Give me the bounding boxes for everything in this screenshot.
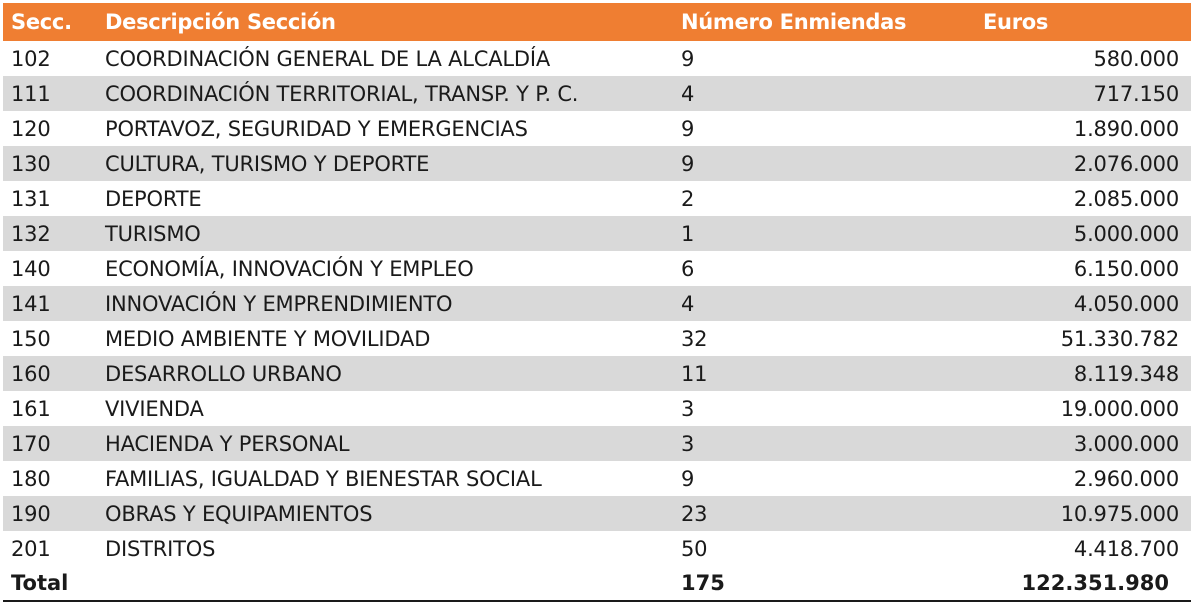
cell-euros: 717.150 [1093, 81, 1179, 106]
table-row [3, 41, 1191, 76]
cell-secc: 190 [11, 501, 51, 526]
cell-descripcion: PORTAVOZ, SEGURIDAD Y EMERGENCIAS [105, 116, 528, 141]
cell-secc: 102 [11, 46, 51, 71]
header-euros: Euros [983, 10, 1049, 34]
table-row [3, 356, 1191, 391]
cell-euros: 580.000 [1093, 46, 1179, 71]
table-header [3, 3, 1191, 41]
cell-numero: 11 [681, 361, 708, 386]
amendments-table [3, 3, 1191, 602]
cell-numero: 6 [681, 256, 695, 281]
total-numero: 175 [681, 571, 725, 595]
cell-secc: 120 [11, 116, 51, 141]
cell-euros: 4.418.700 [1073, 536, 1179, 561]
table-body [3, 41, 1191, 566]
table-row [3, 251, 1191, 286]
cell-descripcion: FAMILIAS, IGUALDAD Y BIENESTAR SOCIAL [105, 466, 542, 491]
cell-descripcion: OBRAS Y EQUIPAMIENTOS [105, 501, 373, 526]
cell-euros: 3.000.000 [1073, 431, 1179, 456]
cell-descripcion: VIVIENDA [105, 396, 204, 421]
cell-euros: 2.076.000 [1073, 151, 1179, 176]
table-row [3, 426, 1191, 461]
cell-euros: 4.050.000 [1073, 291, 1179, 316]
table-row [3, 76, 1191, 111]
header-numero: Número Enmiendas [681, 10, 907, 34]
header-descripcion: Descripción Sección [105, 10, 336, 34]
cell-descripcion: DESARROLLO URBANO [105, 361, 342, 386]
cell-secc: 131 [11, 186, 51, 211]
cell-secc: 201 [11, 536, 51, 561]
cell-secc: 161 [11, 396, 51, 421]
cell-numero: 2 [681, 186, 695, 211]
cell-numero: 1 [681, 221, 695, 246]
cell-euros: 1.890.000 [1073, 116, 1179, 141]
cell-descripcion: COORDINACIÓN TERRITORIAL, TRANSP. Y P. C. [105, 81, 579, 106]
cell-descripcion: ECONOMÍA, INNOVACIÓN Y EMPLEO [105, 256, 474, 281]
cell-numero: 9 [681, 466, 695, 491]
cell-numero: 32 [681, 326, 708, 351]
cell-descripcion: DEPORTE [105, 186, 202, 211]
table-row [3, 146, 1191, 181]
cell-secc: 140 [11, 256, 51, 281]
cell-numero: 4 [681, 291, 695, 316]
cell-secc: 150 [11, 326, 51, 351]
total-euros: 122.351.980 [1021, 571, 1169, 595]
header-row [3, 3, 1191, 41]
table-row [3, 286, 1191, 321]
table-row [3, 391, 1191, 426]
cell-descripcion: COORDINACIÓN GENERAL DE LA ALCALDÍA [105, 46, 551, 71]
total-empty [97, 566, 673, 601]
cell-numero: 23 [681, 501, 708, 526]
cell-numero: 3 [681, 431, 695, 456]
cell-euros: 51.330.782 [1060, 326, 1179, 351]
table-row [3, 216, 1191, 251]
cell-descripcion: CULTURA, TURISMO Y DEPORTE [105, 151, 430, 176]
cell-secc: 170 [11, 431, 51, 456]
cell-descripcion: INNOVACIÓN Y EMPRENDIMIENTO [105, 291, 453, 316]
cell-euros: 19.000.000 [1060, 396, 1179, 421]
table-row [3, 181, 1191, 216]
cell-descripcion: HACIENDA Y PERSONAL [105, 431, 350, 456]
cell-euros: 5.000.000 [1073, 221, 1179, 246]
cell-secc: 160 [11, 361, 51, 386]
table-row [3, 531, 1191, 566]
cell-descripcion: DISTRITOS [105, 536, 216, 561]
cell-numero: 3 [681, 396, 695, 421]
cell-secc: 141 [11, 291, 51, 316]
table-row [3, 111, 1191, 146]
cell-numero: 50 [681, 536, 708, 561]
table-row [3, 461, 1191, 496]
cell-euros: 2.960.000 [1073, 466, 1179, 491]
total-row [3, 566, 1191, 601]
cell-secc: 132 [11, 221, 51, 246]
cell-secc: 111 [11, 81, 51, 106]
cell-secc: 130 [11, 151, 51, 176]
cell-secc: 180 [11, 466, 51, 491]
table-row [3, 321, 1191, 356]
cell-euros: 10.975.000 [1060, 501, 1179, 526]
cell-numero: 9 [681, 116, 695, 141]
cell-numero: 4 [681, 81, 695, 106]
cell-descripcion: MEDIO AMBIENTE Y MOVILIDAD [105, 326, 431, 351]
cell-euros: 8.119.348 [1073, 361, 1179, 386]
header-secc: Secc. [11, 10, 72, 34]
cell-euros: 6.150.000 [1073, 256, 1179, 281]
cell-euros: 2.085.000 [1073, 186, 1179, 211]
cell-descripcion: TURISMO [105, 221, 201, 246]
cell-numero: 9 [681, 151, 695, 176]
total-label: Total [11, 571, 69, 595]
table-row [3, 496, 1191, 531]
table-footer [3, 566, 1191, 601]
cell-numero: 9 [681, 46, 695, 71]
